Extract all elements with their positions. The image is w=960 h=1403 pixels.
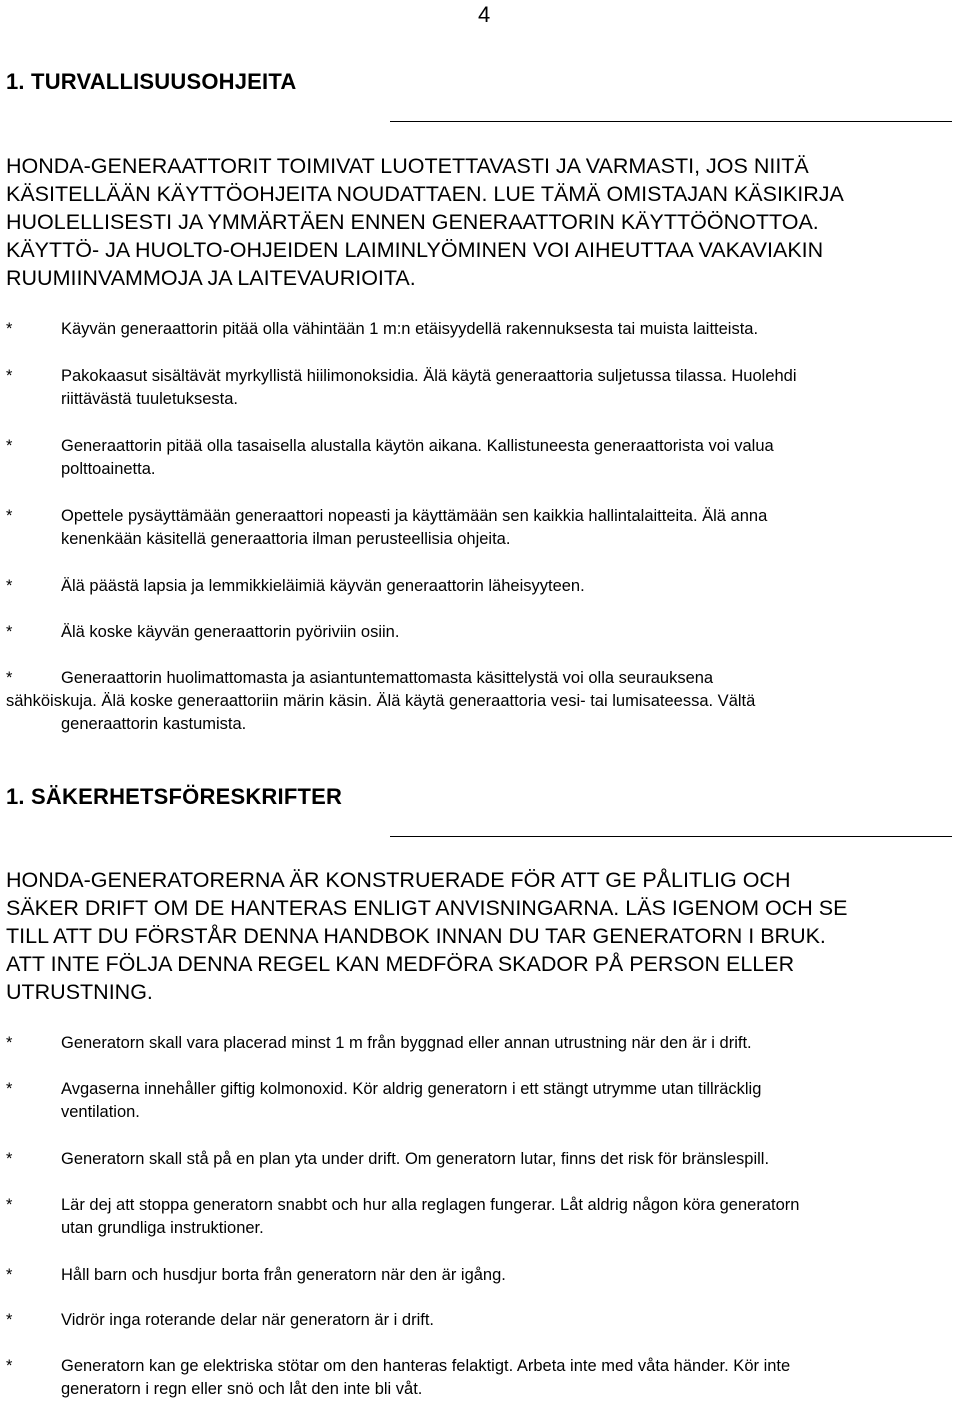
bullet-marker: * (6, 367, 13, 385)
list-item-text: Håll barn och husdjur borta från generatorn när den är igång. (61, 1266, 506, 1284)
bullet-marker: * (6, 1080, 13, 1098)
list-item (6, 1032, 956, 1055)
bullet-marker: * (6, 1266, 13, 1284)
list-item-text: Opettele pysäyttämään generaattori nopeasti ja käyttämään sen kaikkia hallintalaitteita. Älä anna kenenkään käsitellä generaattoria ilman perusteellisia ohjeita. (61, 507, 768, 548)
divider-fi (390, 121, 952, 122)
list-item-text: Generaattorin huolimattomasta ja asiantuntemattomasta käsittelystä voi olla seurauksena (61, 669, 714, 687)
list-item-text: Generaattorin pitää olla tasaisella alustalla käytön aikana. Kallistuneesta generaattorista voi valua polttoainetta. (61, 437, 774, 478)
list-item-text: generaattorin kastumista. (61, 715, 247, 733)
bullet-marker: * (6, 437, 13, 455)
list-item-text: Generatorn skall vara placerad minst 1 m från byggnad eller annan utrustning när den är i drift. (61, 1034, 752, 1052)
list-item (6, 1194, 956, 1240)
bullet-marker: * (6, 507, 13, 525)
bullet-marker: * (6, 669, 13, 687)
bullet-marker: * (6, 1150, 13, 1168)
list-item-text: Generatorn skall stå på en plan yta under drift. Om generatorn lutar, finns det risk för bränslespill. (61, 1150, 770, 1168)
list-item (6, 1078, 956, 1124)
bullet-marker: * (6, 1311, 13, 1329)
list-item-text: Generatorn kan ge elektriska stötar om den hanteras felaktigt. Arbeta inte med våta händer. Kör inte generatorn i regn eller snö och låt den inte bli våt. (61, 1357, 791, 1398)
bullet-marker: * (6, 1034, 13, 1052)
section-heading-fi: 1. TURVALLISUUSOHJEITA (6, 69, 297, 94)
list-item-text: Pakokaasut sisältävät myrkyllistä hiilimonoksidia. Älä käytä generaattoria suljetussa tilassa. Huolehdi riittävästä tuuletuksesta. (61, 367, 797, 408)
divider-sv (390, 836, 952, 837)
list-item-text: Lär dej att stoppa generatorn snabbt och hur alla reglagen fungerar. Låt aldrig någon köra generatorn utan grundliga instruktioner. (61, 1196, 800, 1237)
list-item-text: Älä päästä lapsia ja lemmikkieläimiä käyvän generaattorin läheisyyteen. (61, 577, 585, 595)
list-item (6, 1355, 956, 1401)
list-item (6, 667, 956, 736)
list-item-text: Käyvän generaattorin pitää olla vähintään 1 m:n etäisyydellä rakennuksesta tai muista laitteista. (61, 320, 759, 338)
list-item-text: Älä koske käyvän generaattorin pyöriviin osiin. (61, 623, 400, 641)
list-item-text: Vidrör inga roterande delar när generatorn är i drift. (61, 1311, 434, 1329)
list-item (6, 505, 956, 551)
bullet-marker: * (6, 577, 13, 595)
list-item-text: sähköiskuja. Älä koske generaattoriin märin käsin. Älä käytä generaattoria vesi- tai lumisateessa. Vältä (6, 692, 756, 710)
warning-text-sv: HONDA-GENERATORERNA ÄR KONSTRUERADE FÖR ATT GE PÅLITLIG OCH SÄKER DRIFT OM DE HANTERAS ENLIGT ANVISNINGARNA. LÄS IGENOM OCH SE TILL ATT DU FÖRSTÅR DENNA HANDBOK INNAN DU TAR GENERATORN I BRUK. ATT INTE FÖLJA DENNA REGEL KAN MEDFÖRA SKADOR PÅ PERSON ELLER UTRUSTNING. (6, 868, 848, 1004)
page-number: 4 (478, 2, 491, 27)
list-item (6, 435, 956, 481)
list-item-text: Avgaserna innehåller giftig kolmonoxid. Kör aldrig generatorn i ett stängt utrymme utan tillräcklig ventilation. (61, 1080, 762, 1121)
list-item (6, 621, 956, 644)
list-item (6, 1148, 956, 1171)
section-heading-sv: 1. SÄKERHETSFÖRESKRIFTER (6, 784, 343, 809)
bullet-marker: * (6, 1196, 13, 1214)
bullet-marker: * (6, 623, 13, 641)
bullet-marker: * (6, 1357, 13, 1375)
list-item (6, 575, 956, 598)
list-item (6, 1309, 956, 1332)
list-item (6, 1264, 956, 1287)
bullet-marker: * (6, 320, 13, 338)
list-item (6, 365, 956, 411)
list-item (6, 318, 956, 341)
warning-text-fi: HONDA-GENERAATTORIT TOIMIVAT LUOTETTAVASTI JA VARMASTI, JOS NIITÄ KÄSITELLÄÄN KÄYTTÖOHJEITA NOUDATTAEN. LUE TÄMÄ OMISTAJAN KÄSIKIRJA HUOLELLISESTI JA YMMÄRTÄEN ENNEN GENERAATTORIN KÄYTTÖÖNOTTOA. KÄYTTÖ- JA HUOLTO-OHJEIDEN LAIMINLYÖMINEN VOI AIHEUTTAA VAKAVIAKIN RUUMIINVAMMOJA JA LAITEVAURIOITA. (6, 154, 844, 290)
